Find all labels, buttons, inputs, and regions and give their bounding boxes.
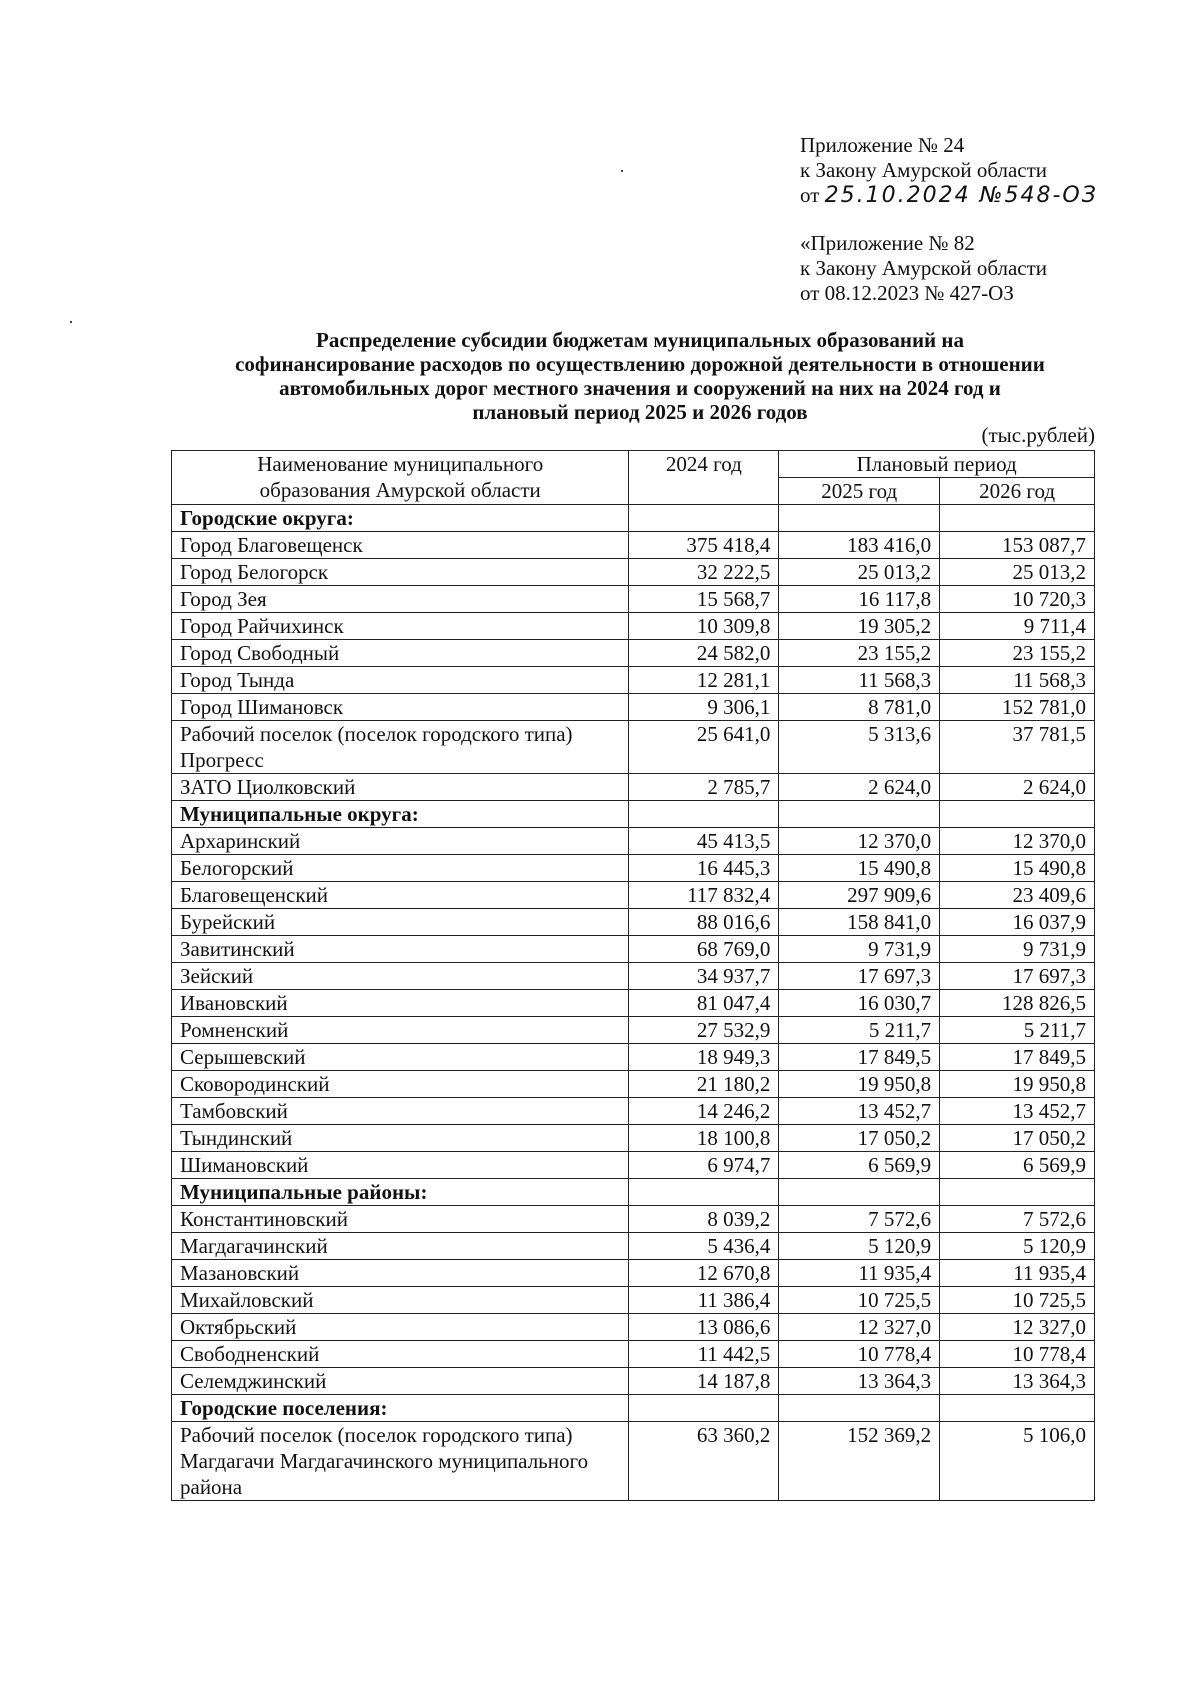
prev-appendix-law: к Закону Амурской области	[800, 256, 1048, 280]
value-2024: 27 532,9	[629, 1017, 779, 1044]
document-title	[160, 328, 1120, 424]
value-2024: 16 445,3	[629, 855, 779, 882]
row-name: Бурейский	[172, 909, 629, 936]
value-2024: 81 047,4	[629, 990, 779, 1017]
section-row	[172, 801, 1095, 828]
value-2026	[940, 801, 1095, 828]
row-name: Город Тында	[172, 667, 629, 694]
table-row	[172, 963, 1095, 990]
table-row	[172, 667, 1095, 694]
value-2026: 12 327,0	[940, 1314, 1095, 1341]
value-2025: 16 030,7	[779, 990, 940, 1017]
value-2025: 19 950,8	[779, 1071, 940, 1098]
value-2024: 18 949,3	[629, 1044, 779, 1071]
value-2024: 10 309,8	[629, 613, 779, 640]
value-2024: 14 187,8	[629, 1368, 779, 1395]
value-2026: 11 935,4	[940, 1260, 1095, 1287]
value-2025: 9 731,9	[779, 936, 940, 963]
row-name: Михайловский	[172, 1287, 629, 1314]
value-2026: 2 624,0	[940, 774, 1095, 801]
value-2026: 13 452,7	[940, 1098, 1095, 1125]
title-line: софинансирование расходов по осуществлению дорожной деятельности в отношении	[235, 352, 1045, 376]
value-2025: 7 572,6	[779, 1206, 940, 1233]
value-2025: 25 013,2	[779, 559, 940, 586]
header-2026: 2026 год	[940, 478, 1095, 505]
subsidy-table	[171, 450, 1095, 1501]
value-2025	[779, 505, 940, 532]
appendix-header	[800, 133, 1098, 208]
value-2025: 17 697,3	[779, 963, 940, 990]
table-row	[172, 1044, 1095, 1071]
value-2024: 6 974,7	[629, 1152, 779, 1179]
row-name: Магдагачинский	[172, 1233, 629, 1260]
section-row	[172, 1395, 1095, 1422]
table-row	[172, 855, 1095, 882]
value-2024: 25 641,0	[629, 721, 779, 774]
row-name: Городские округа:	[172, 505, 629, 532]
table-row	[172, 1314, 1095, 1341]
table-row	[172, 1071, 1095, 1098]
section-row	[172, 505, 1095, 532]
row-name: Ивановский	[172, 990, 629, 1017]
row-name: Город Свободный	[172, 640, 629, 667]
row-name: Константиновский	[172, 1206, 629, 1233]
scan-speck	[621, 170, 623, 172]
value-2026: 5 211,7	[940, 1017, 1095, 1044]
value-2026: 17 697,3	[940, 963, 1095, 990]
value-2025: 10 725,5	[779, 1287, 940, 1314]
value-2024: 12 281,1	[629, 667, 779, 694]
value-2025: 16 117,8	[779, 586, 940, 613]
row-name: Рабочий поселок (поселок городского типа) Магдагачи Магдагачинского муниципального района	[172, 1422, 629, 1501]
value-2024	[629, 505, 779, 532]
value-2026: 153 087,7	[940, 532, 1095, 559]
value-2025: 297 909,6	[779, 882, 940, 909]
appendix-date: от 25.10.2024 №548-ОЗ	[800, 183, 1098, 208]
row-name: Тамбовский	[172, 1098, 629, 1125]
value-2026: 5 120,9	[940, 1233, 1095, 1260]
table-row	[172, 1098, 1095, 1125]
table-row	[172, 774, 1095, 801]
value-2026: 128 826,5	[940, 990, 1095, 1017]
value-2026: 15 490,8	[940, 855, 1095, 882]
row-name: Зейский	[172, 963, 629, 990]
value-2024: 11 442,5	[629, 1341, 779, 1368]
value-2025	[779, 801, 940, 828]
value-2025: 23 155,2	[779, 640, 940, 667]
value-2024: 45 413,5	[629, 828, 779, 855]
value-2024	[629, 1179, 779, 1206]
value-2024: 11 386,4	[629, 1287, 779, 1314]
table-row	[172, 1206, 1095, 1233]
value-2024: 2 785,7	[629, 774, 779, 801]
row-name: Благовещенский	[172, 882, 629, 909]
row-name: Рабочий поселок (поселок городского типа) Прогресс	[172, 721, 629, 774]
row-name: Муниципальные районы:	[172, 1179, 629, 1206]
row-name: Свободненский	[172, 1341, 629, 1368]
value-2026: 7 572,6	[940, 1206, 1095, 1233]
value-2025: 15 490,8	[779, 855, 940, 882]
row-name: ЗАТО Циолковский	[172, 774, 629, 801]
value-2024: 13 086,6	[629, 1314, 779, 1341]
value-2025: 152 369,2	[779, 1422, 940, 1501]
table-row	[172, 1422, 1095, 1501]
row-name: Мазановский	[172, 1260, 629, 1287]
value-2024: 21 180,2	[629, 1071, 779, 1098]
row-name: Город Благовещенск	[172, 532, 629, 559]
table-row	[172, 1125, 1095, 1152]
value-2024: 15 568,7	[629, 586, 779, 613]
value-2026: 10 720,3	[940, 586, 1095, 613]
value-2025	[779, 1179, 940, 1206]
row-name: Ромненский	[172, 1017, 629, 1044]
value-2024: 63 360,2	[629, 1422, 779, 1501]
value-2024: 117 832,4	[629, 882, 779, 909]
table-row	[172, 909, 1095, 936]
value-2025: 2 624,0	[779, 774, 940, 801]
value-2025: 5 120,9	[779, 1233, 940, 1260]
value-2026: 23 409,6	[940, 882, 1095, 909]
table-row	[172, 1152, 1095, 1179]
table-row	[172, 1233, 1095, 1260]
value-2025: 183 416,0	[779, 532, 940, 559]
row-name: Сковородинский	[172, 1071, 629, 1098]
row-name: Городские поселения:	[172, 1395, 629, 1422]
row-name: Город Шимановск	[172, 694, 629, 721]
header-name: Наименование муниципального образования Амурской области	[172, 451, 629, 505]
header-2024: 2024 год	[629, 451, 779, 505]
table-row	[172, 1368, 1095, 1395]
table-row	[172, 532, 1095, 559]
table-body	[172, 505, 1095, 1501]
value-2024: 5 436,4	[629, 1233, 779, 1260]
value-2026: 19 950,8	[940, 1071, 1095, 1098]
value-2024	[629, 1395, 779, 1422]
value-2024: 14 246,2	[629, 1098, 779, 1125]
value-2024: 32 222,5	[629, 559, 779, 586]
value-2025: 158 841,0	[779, 909, 940, 936]
row-name: Город Зея	[172, 586, 629, 613]
value-2026: 10 725,5	[940, 1287, 1095, 1314]
units-label: (тыс.рублей)	[981, 423, 1095, 447]
table-row	[172, 936, 1095, 963]
value-2024: 88 016,6	[629, 909, 779, 936]
value-2026: 11 568,3	[940, 667, 1095, 694]
value-2025: 17 050,2	[779, 1125, 940, 1152]
value-2026: 10 778,4	[940, 1341, 1095, 1368]
value-2025: 8 781,0	[779, 694, 940, 721]
row-name: Октябрьский	[172, 1314, 629, 1341]
value-2025: 13 452,7	[779, 1098, 940, 1125]
appendix-law: к Закону Амурской области	[800, 158, 1048, 182]
row-name: Город Райчихинск	[172, 613, 629, 640]
prev-appendix-number: «Приложение № 82	[800, 231, 975, 255]
row-name: Белогорский	[172, 855, 629, 882]
header-2025: 2025 год	[779, 478, 940, 505]
value-2024: 375 418,4	[629, 532, 779, 559]
table-row	[172, 1287, 1095, 1314]
value-2024	[629, 801, 779, 828]
row-name: Завитинский	[172, 936, 629, 963]
row-name: Селемджинский	[172, 1368, 629, 1395]
value-2024: 18 100,8	[629, 1125, 779, 1152]
value-2025	[779, 1395, 940, 1422]
value-2024: 34 937,7	[629, 963, 779, 990]
value-2025: 6 569,9	[779, 1152, 940, 1179]
handwritten-date: 25.10.2024 №548-ОЗ	[824, 183, 1098, 208]
row-name: Шимановский	[172, 1152, 629, 1179]
value-2026	[940, 1179, 1095, 1206]
table-row	[172, 694, 1095, 721]
table-row	[172, 990, 1095, 1017]
value-2026: 9 711,4	[940, 613, 1095, 640]
value-2024: 24 582,0	[629, 640, 779, 667]
value-2026: 16 037,9	[940, 909, 1095, 936]
table-row	[172, 1260, 1095, 1287]
table-row	[172, 882, 1095, 909]
row-name: Тындинский	[172, 1125, 629, 1152]
table-row	[172, 640, 1095, 667]
value-2024: 12 670,8	[629, 1260, 779, 1287]
prev-appendix-date: от 08.12.2023 № 427-ОЗ	[800, 281, 1014, 305]
value-2026	[940, 505, 1095, 532]
header-planned-period: Плановый период	[779, 451, 1095, 478]
title-line: Распределение субсидии бюджетам муниципальных образований на	[316, 328, 964, 352]
value-2026	[940, 1395, 1095, 1422]
table-row	[172, 1017, 1095, 1044]
value-2024: 9 306,1	[629, 694, 779, 721]
value-2025: 10 778,4	[779, 1341, 940, 1368]
value-2026: 6 569,9	[940, 1152, 1095, 1179]
value-2026: 23 155,2	[940, 640, 1095, 667]
value-2025: 5 211,7	[779, 1017, 940, 1044]
value-2024: 68 769,0	[629, 936, 779, 963]
value-2026: 17 050,2	[940, 1125, 1095, 1152]
table-row	[172, 586, 1095, 613]
title-line: автомобильных дорог местного значения и сооружений на них на 2024 год и	[279, 376, 1001, 400]
title-line: плановый период 2025 и 2026 годов	[472, 400, 808, 424]
value-2025: 19 305,2	[779, 613, 940, 640]
appendix-number: Приложение № 24	[800, 133, 965, 157]
previous-appendix-header	[800, 231, 1047, 306]
value-2026: 5 106,0	[940, 1422, 1095, 1501]
value-2025: 13 364,3	[779, 1368, 940, 1395]
value-2025: 17 849,5	[779, 1044, 940, 1071]
table-row	[172, 1341, 1095, 1368]
value-2026: 152 781,0	[940, 694, 1095, 721]
value-2025: 11 935,4	[779, 1260, 940, 1287]
row-name: Муниципальные округа:	[172, 801, 629, 828]
value-2024: 8 039,2	[629, 1206, 779, 1233]
value-2026: 13 364,3	[940, 1368, 1095, 1395]
table-row	[172, 613, 1095, 640]
value-2025: 11 568,3	[779, 667, 940, 694]
row-name: Серышевский	[172, 1044, 629, 1071]
table-row	[172, 559, 1095, 586]
value-2026: 37 781,5	[940, 721, 1095, 774]
value-2026: 9 731,9	[940, 936, 1095, 963]
row-name: Город Белогорск	[172, 559, 629, 586]
row-name: Архаринский	[172, 828, 629, 855]
scan-speck	[70, 321, 72, 323]
value-2025: 5 313,6	[779, 721, 940, 774]
value-2025: 12 327,0	[779, 1314, 940, 1341]
section-row	[172, 1179, 1095, 1206]
value-2026: 17 849,5	[940, 1044, 1095, 1071]
value-2026: 12 370,0	[940, 828, 1095, 855]
value-2025: 12 370,0	[779, 828, 940, 855]
table-row	[172, 828, 1095, 855]
table-row	[172, 721, 1095, 774]
value-2026: 25 013,2	[940, 559, 1095, 586]
